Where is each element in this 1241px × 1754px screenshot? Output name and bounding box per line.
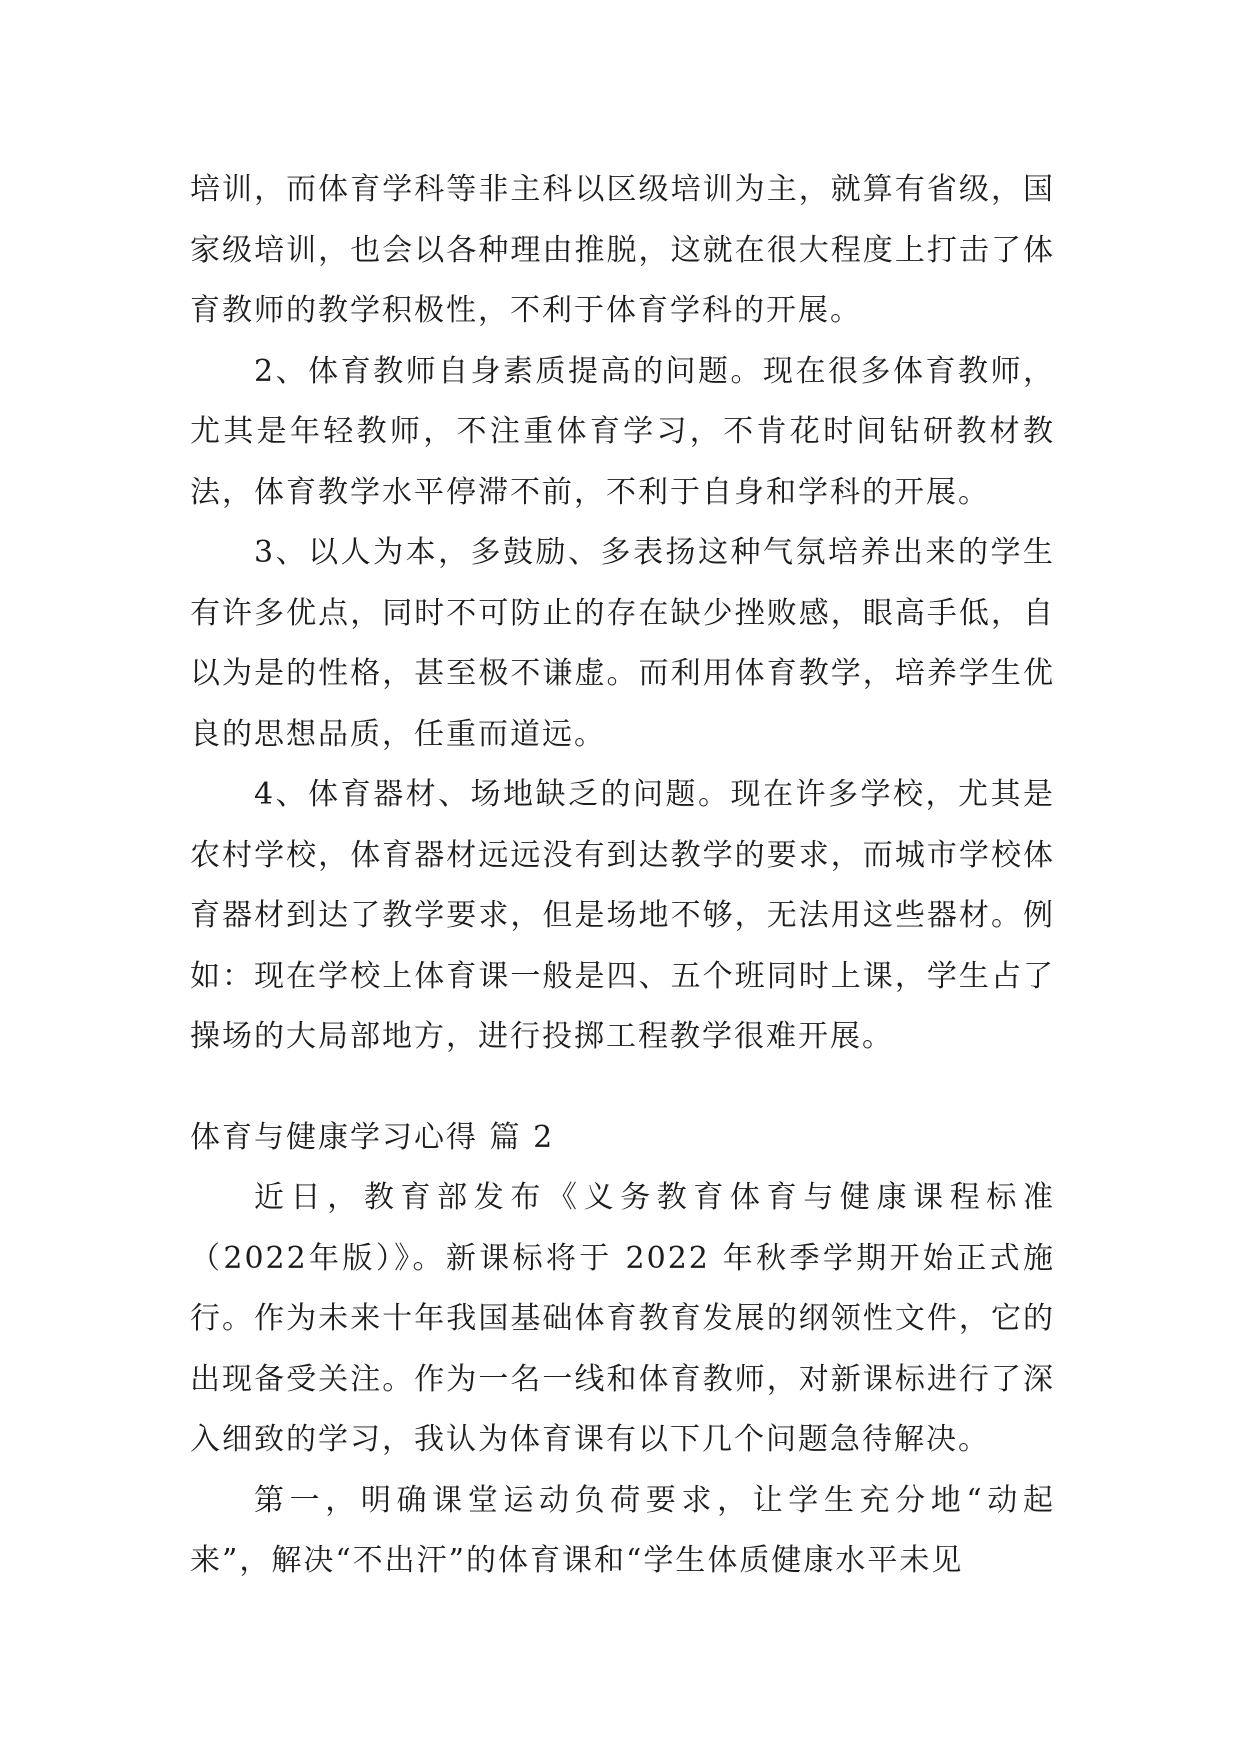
paragraph-people-oriented: 3、以人为本，多鼓励、多表扬这种气氛培养出来的学生有许多优点，同时不可防止的存在缺少挫败感，眼高手低，自以为是的性格，甚至极不谦虚。而利用体育教学，培养学生优良的思想品质，任重而道远。 — [190, 535, 1055, 752]
paragraph-teacher-quality: 2、体育教师自身素质提高的问题。现在很多体育教师，尤其是年轻教师，不注重体育学习，不肯花时间钻研教材教法，体育教学水平停滞不前，不利于自身和学科的开展。 — [190, 353, 1055, 510]
paragraph-new-standard: 近日，教育部发布《义务教育体育与健康课程标准（2022年版）》。新课标将于 2022 年秋季学期开始正式施行。作为未来十年我国基础体育教育发展的纲领性文件，它的出现备受关注。作为一名一线和体育教师，对新课标进行了深入细致的学习，我认为体育课有以下几个问题急待解决。 — [190, 1180, 1055, 1457]
document-page — [190, 160, 1055, 1592]
paragraph-equipment: 4、体育器材、场地缺乏的问题。现在许多学校，尤其是农村学校，体育器材远远没有到达教学的要求，而城市学校体育器材到达了教学要求，但是场地不够，无法用这些器材。例如：现在学校上体育课一般是四、五个班同时上课，学生占了操场的大局部地方，进行投掷工程教学很难开展。 — [190, 777, 1055, 1054]
paragraph-first-point: 第一，明确课堂运动负荷要求，让学生充分地“动起来”，解决“不出汗”的体育课和“学生体质健康水平未见 — [190, 1482, 1055, 1578]
section-heading: 体育与健康学习心得 篇 2 — [190, 1119, 555, 1155]
paragraph-training: 培训，而体育学科等非主科以区级培训为主，就算有省级，国家级培训，也会以各种理由推脱，这就在很大程度上打击了体育教师的教学积极性，不利于体育学科的开展。 — [190, 172, 1055, 328]
